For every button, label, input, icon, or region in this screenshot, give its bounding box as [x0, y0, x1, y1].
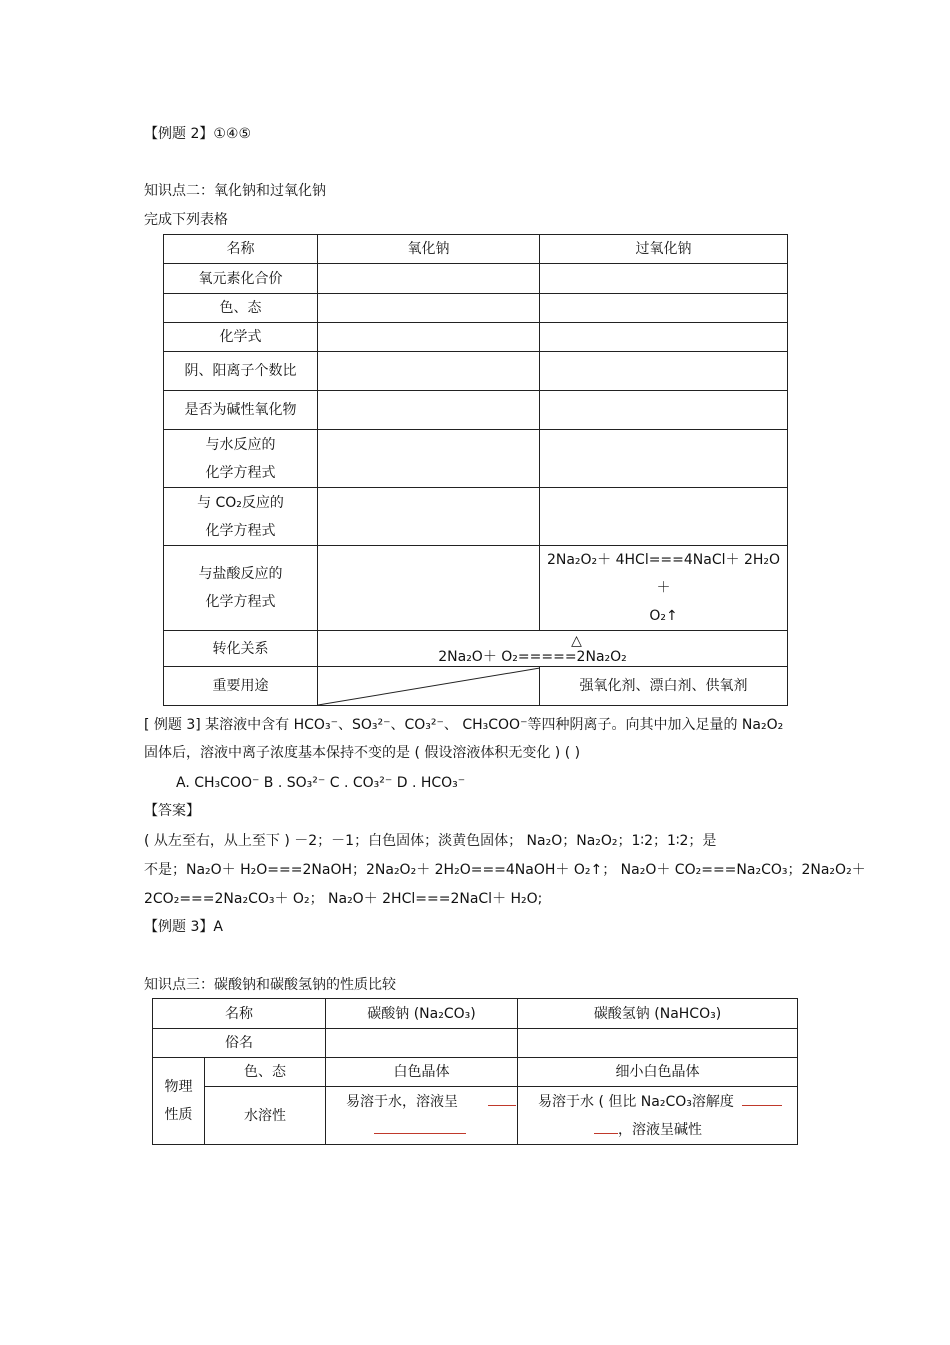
answer-line1: ( 从左至右，从上至下 ) －2；－1；白色固体；淡黄色固体； Na₂O；Na₂O₂；1∶2；1∶2；是 [144, 833, 717, 849]
answer-blank[interactable] [374, 1133, 466, 1134]
table-cell [318, 391, 540, 430]
hcl-equation-cell [540, 546, 788, 631]
row-label-line1: 与盐酸反应的 [198, 566, 283, 582]
conversion-cell [318, 631, 788, 667]
color-nahco3: 细小白色晶体 [518, 1058, 798, 1087]
answer-blank[interactable] [594, 1133, 618, 1134]
diagonal-line [318, 667, 540, 706]
label-line2: 性质 [164, 1107, 193, 1123]
solubility-text: ，溶液呈碱性 [618, 1121, 702, 1138]
equation-line1: 2Na₂O₂＋ 4HCl===4NaCl＋ 2H₂O＋ [546, 552, 781, 596]
table-cell [318, 294, 540, 323]
answer-line3: 2CO₂===2Na₂CO₃＋ O₂； Na₂O＋ 2HCl===2NaCl＋ H₂O; [144, 891, 543, 907]
answer-title: 【答案】 [144, 803, 200, 819]
table-cell [540, 430, 788, 488]
example3-options: A. CH₃COO⁻ B . SO₃²⁻ C . CO₃²⁻ D . HCO₃⁻ [176, 775, 466, 791]
physical-properties-label [153, 1058, 205, 1145]
example2-answer: 【例题 2】①④⑤ [144, 126, 252, 142]
row-label-solubility: 水溶性 [205, 1087, 326, 1145]
header-na2o: 氧化钠 [318, 235, 540, 264]
table-cell [518, 1029, 798, 1058]
solubility-nahco3 [518, 1087, 798, 1145]
answer-blank[interactable] [742, 1105, 782, 1106]
solubility-na2co3 [326, 1087, 518, 1145]
example3-question-line2: 固体后，溶液中离子浓度基本保持不变的是 ( 假设溶液体积无变化 ) ( ) [144, 745, 581, 761]
color-na2co3: 白色晶体 [326, 1058, 518, 1087]
section-title-3: 知识点三：碳酸钠和碳酸氢钠的性质比较 [144, 977, 396, 993]
row-label-line2: 化学方程式 [205, 464, 276, 481]
row-label: 转化关系 [164, 631, 318, 667]
row-label-color: 色、态 [205, 1058, 326, 1087]
header-name: 名称 [164, 235, 318, 264]
row-label: 色、态 [164, 294, 318, 323]
row-label [164, 546, 318, 631]
table-cell [318, 430, 540, 488]
answer-line2: 不是；Na₂O＋ H₂O===2NaOH；2Na₂O₂＋ 2H₂O===4NaOH＋ O₂↑； Na₂O＋ CO₂===Na₂CO₃；2Na₂O₂＋ [144, 862, 866, 878]
row-label-line1: 与 CO₂反应的 [197, 494, 284, 511]
answer-blank[interactable] [488, 1105, 516, 1106]
example3-answer: 【例题 3】A [144, 919, 223, 935]
row-label-line1: 与水反应的 [205, 436, 276, 453]
table-cell [326, 1029, 518, 1058]
row-label: 重要用途 [164, 667, 318, 706]
table-cell [540, 264, 788, 294]
header-na2co3: 碳酸钠 (Na₂CO₃) [326, 999, 518, 1029]
table-cell [540, 294, 788, 323]
table-cell [540, 352, 788, 391]
header-na2o2: 过氧化钠 [540, 235, 788, 264]
use-value: 强氧化剂、漂白剂、供氧剂 [540, 667, 788, 706]
row-label: 氧元素化合价 [164, 264, 318, 294]
table-cell [540, 391, 788, 430]
row-label-line2: 化学方程式 [205, 594, 276, 610]
diagonal-empty-cell [318, 667, 540, 706]
sodium-oxide-table [163, 234, 788, 706]
delta-symbol: △ [571, 632, 582, 649]
table-cell [318, 352, 540, 391]
solubility-text: 易溶于水 ( 但比 Na₂CO₃溶解度 [538, 1093, 734, 1110]
row-label [164, 488, 318, 546]
table-cell [540, 488, 788, 546]
row-label: 是否为碱性氧化物 [164, 391, 318, 430]
table-cell [318, 323, 540, 352]
carbonate-table [152, 998, 798, 1145]
label-line1: 物理 [164, 1079, 193, 1095]
row-label: 化学式 [164, 323, 318, 352]
row-label [164, 430, 318, 488]
table-cell [318, 488, 540, 546]
table1-caption: 完成下列表格 [144, 212, 228, 228]
equation-line2: O₂↑ [649, 608, 678, 624]
section-title-2: 知识点二：氧化钠和过氧化钠 [144, 183, 326, 199]
row-label-alias: 俗名 [153, 1029, 326, 1058]
table-cell [318, 264, 540, 294]
conversion-equation: 2Na₂O＋ O₂=====2Na₂O₂ [438, 648, 627, 665]
example3-question-line1: [ 例题 3] 某溶液中含有 HCO₃⁻、SO₃²⁻、CO₃²⁻、 CH₃COO⁻等四种阴离子。向其中加入足量的 Na₂O₂ [144, 717, 784, 733]
table-cell [318, 546, 540, 631]
header-nahco3: 碳酸氢钠 (NaHCO₃) [518, 999, 798, 1029]
row-label-line2: 化学方程式 [205, 522, 276, 539]
header-name: 名称 [153, 999, 326, 1029]
solubility-text: 易溶于水，溶液呈 [346, 1093, 458, 1110]
row-label: 阴、阳离子个数比 [164, 352, 318, 391]
table-cell [540, 323, 788, 352]
